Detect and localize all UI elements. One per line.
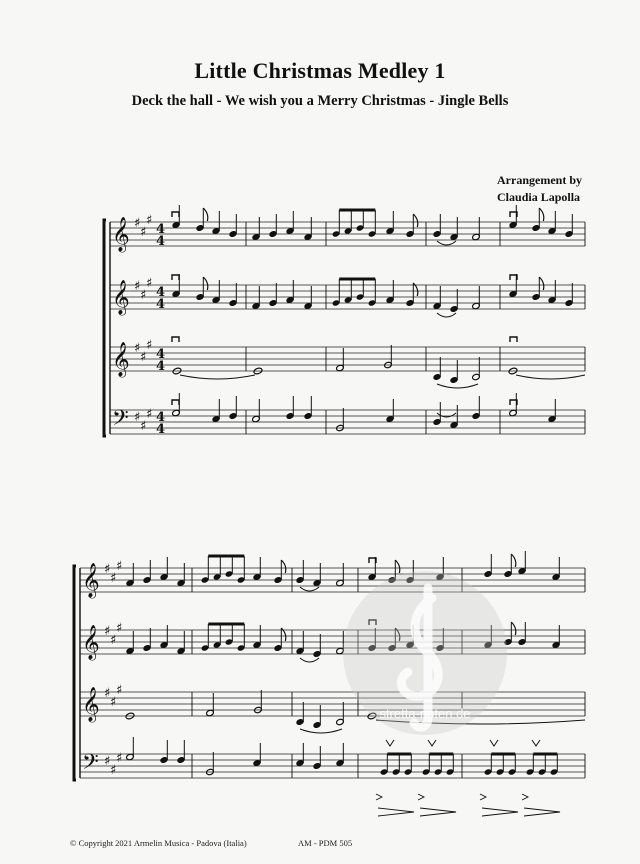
note-flag (511, 554, 516, 567)
sharp-icon: ♯ (116, 683, 123, 698)
time-signature-digit: 4 (156, 297, 166, 312)
down-bow-icon (172, 337, 179, 342)
slur (437, 241, 456, 245)
system-bracket (104, 220, 106, 436)
slur (300, 729, 342, 733)
sharp-icon: ♯ (146, 338, 153, 353)
time-signature-digit: 4 (156, 347, 166, 362)
sharp-icon: ♯ (146, 407, 153, 422)
slur (300, 658, 319, 662)
sharp-icon: ♯ (134, 410, 141, 425)
sharp-icon: ♯ (116, 559, 123, 574)
time-signature-digit: 4 (156, 410, 166, 425)
sharp-icon: ♯ (104, 562, 111, 577)
treble-clef-watermark-icon (340, 568, 510, 738)
accent-hairpin-icon (378, 808, 414, 816)
treble-clef-icon: 𝄞 (112, 217, 130, 252)
sharp-icon: ♯ (110, 571, 117, 586)
catalog-number: AM - PDM 505 (298, 838, 353, 848)
down-bow-icon (510, 337, 517, 342)
time-signature-digit: 4 (156, 422, 166, 437)
rest-icon (376, 794, 382, 800)
treble-clef-icon: 𝄞 (112, 342, 130, 377)
treble-clef-icon: 𝄞 (82, 625, 100, 660)
slur (180, 375, 255, 379)
time-signature-digit: 4 (156, 234, 166, 249)
treble-clef-icon: 𝄞 (112, 280, 130, 315)
sharp-icon: ♯ (140, 419, 147, 434)
slur (437, 384, 478, 388)
sharp-icon: ♯ (104, 624, 111, 639)
sharp-icon: ♯ (146, 213, 153, 228)
note-flag (511, 622, 516, 635)
watermark-text: stretta-noten.de (379, 706, 471, 721)
slur (437, 313, 456, 317)
accent-hairpin-icon (420, 808, 456, 816)
rest-icon (522, 794, 528, 800)
bass-clef-icon: 𝄢 (112, 406, 129, 436)
rest-icon (480, 794, 486, 800)
accent-hairpin-icon (482, 808, 518, 816)
sharp-icon: ♯ (146, 276, 153, 291)
sharp-icon: ♯ (134, 216, 141, 231)
slur (300, 587, 319, 591)
sharp-icon: ♯ (104, 754, 111, 769)
sharp-icon: ♯ (140, 288, 147, 303)
system-bracket (74, 566, 76, 780)
down-bow-icon (172, 400, 179, 405)
slur (516, 375, 585, 379)
sharp-icon: ♯ (104, 686, 111, 701)
time-signature-digit: 4 (156, 359, 166, 374)
page-subtitle: Deck the hall - We wish you a Merry Christmas - Jingle Bells (131, 93, 509, 109)
arranger-line-2: Claudia Lapolla (497, 190, 581, 204)
note-flag (281, 560, 286, 573)
note-flag (203, 277, 208, 290)
rest-icon (418, 794, 424, 800)
note-flag (413, 214, 418, 227)
note-flag (203, 208, 208, 221)
up-bow-icon (532, 740, 540, 746)
arranger-line-1: Arrangement by (497, 173, 582, 187)
bass-clef-icon: 𝄢 (82, 750, 99, 780)
time-signature-digit: 4 (156, 222, 166, 237)
sharp-icon: ♯ (116, 751, 123, 766)
up-bow-icon (428, 740, 436, 746)
down-bow-icon (172, 212, 179, 217)
sharp-icon: ♯ (140, 225, 147, 240)
accent-hairpin-icon (524, 808, 560, 816)
down-bow-icon (172, 275, 179, 280)
sharp-icon: ♯ (110, 633, 117, 648)
sharp-icon: ♯ (140, 350, 147, 365)
up-bow-icon (490, 740, 498, 746)
sharp-icon: ♯ (116, 621, 123, 636)
sharp-icon: ♯ (110, 763, 117, 778)
time-signature-digit: 4 (156, 285, 166, 300)
sharp-icon: ♯ (134, 279, 141, 294)
page-title: Little Christmas Medley 1 (194, 58, 446, 83)
up-bow-icon (386, 740, 394, 746)
note-flag (539, 277, 544, 290)
sharp-icon: ♯ (110, 695, 117, 710)
treble-clef-icon: 𝄞 (82, 563, 100, 598)
treble-clef-icon: 𝄞 (82, 687, 100, 722)
sharp-icon: ♯ (134, 341, 141, 356)
note-flag (539, 208, 544, 221)
copyright-notice: © Copyright 2021 Armelin Musica - Padova (Italia) (70, 838, 247, 848)
